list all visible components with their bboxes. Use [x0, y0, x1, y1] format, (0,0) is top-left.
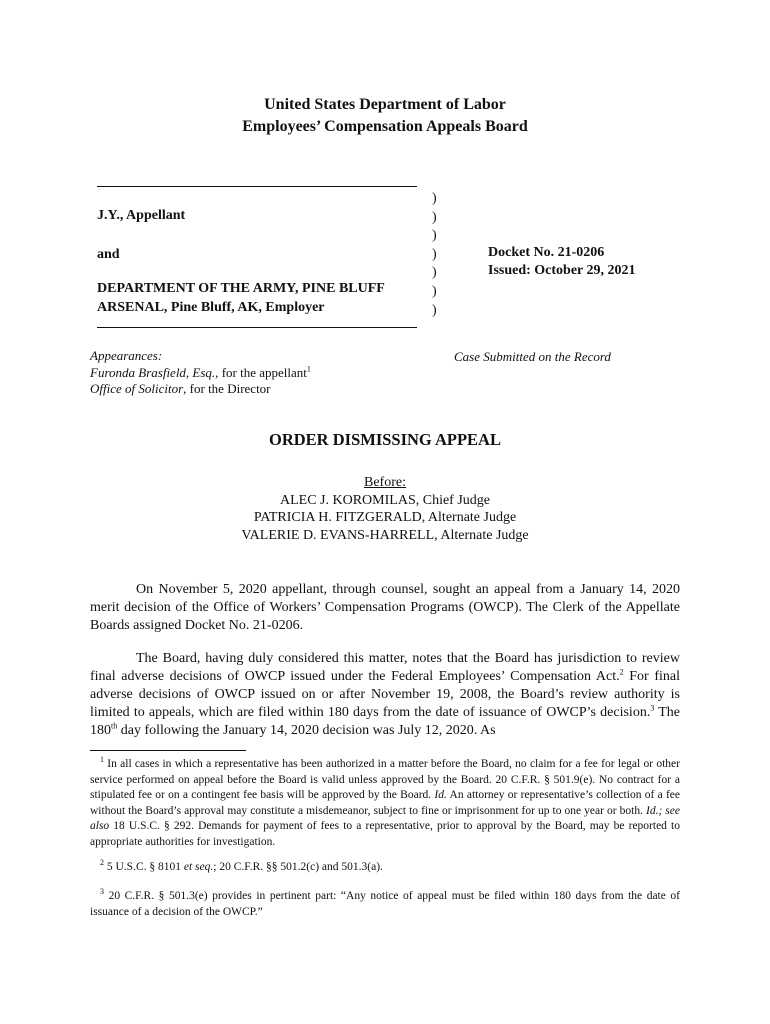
paren-mark: ) — [432, 283, 437, 299]
footnote-number: 2 — [100, 858, 104, 868]
paren-mark: ) — [432, 191, 437, 206]
para2-text-b: For final adverse decisions of OWCP issued on or after November 19, 2008, the Board’s review authority is limited to appeals, which are filed within 180 days from the date of issuance of OWCP’s decision. — [90, 669, 681, 720]
footnote-text: 20 C.F.R. § 501.3(e) provides in pertinent part: “Any notice of appeal must be filed within 180 days from the date of issuance of a decision of the OWCP.” — [90, 890, 680, 918]
caption-parentheses — [432, 190, 437, 320]
body-paragraph-1: On November 5, 2020 appellant, through counsel, sought an appeal from a January 14, 2020 merit decision of the Office of Workers’ Compensation Programs (OWCP). The Clerk of the Appellate Boards assigned Docket No. 21-0206. — [90, 582, 680, 633]
body-paragraph-2 — [90, 650, 680, 740]
judge-name: VALERIE D. EVANS-HARRELL, Alternate Judge — [241, 527, 529, 543]
issued-date: Issued: October 29, 2021 — [488, 263, 636, 278]
caption-rule-bottom — [97, 327, 417, 328]
before-block — [0, 474, 770, 544]
footnote-separator — [90, 750, 246, 751]
footnote-text: 5 U.S.C. § 8101 — [104, 861, 184, 873]
paren-mark: ) — [432, 246, 437, 262]
caption-rule-top — [97, 186, 417, 187]
caption-and: and — [97, 247, 120, 262]
employer-line-2: ARSENAL, Pine Bluff, AK, Employer — [97, 300, 325, 315]
paren-mark: ) — [432, 228, 437, 244]
footnote-1 — [90, 757, 680, 850]
judge-name: ALEC J. KOROMILAS, Chief Judge — [280, 492, 490, 508]
footnote-ref-3: 3 — [650, 703, 655, 713]
case-submitted: Case Submitted on the Record — [454, 349, 611, 364]
employer-line-1: DEPARTMENT OF THE ARMY, PINE BLUFF — [97, 281, 385, 296]
footnote-text: 18 U.S.C. § 292. Demands for payment of fees to a representative, prior to approval by the Board, may be reported to appropriate authorities for investigation. — [90, 820, 680, 848]
footnote-3 — [90, 889, 680, 920]
footnote-text: ; 20 C.F.R. §§ 501.2(c) and 501.3(a). — [213, 861, 383, 873]
para2-text-a: The Board, having duly considered this matter, notes that the Board has jurisdiction to review final adverse decisions of OWCP issued under the Federal Employees’ Compensation Act. — [90, 651, 680, 684]
footnote-text: An attorney or representative’s collection of a fee without the Board’s approval may constitute a misdemeanor, subject to fine or imprisonment for up to one year or both. — [90, 789, 680, 817]
employer-name — [97, 279, 385, 317]
docket-number: Docket No. 21-0206 — [488, 245, 605, 260]
paren-mark: ) — [432, 209, 437, 225]
footnote-ref-2: 2 — [619, 667, 624, 677]
footnote-number: 3 — [100, 887, 104, 897]
para2-text-c2: day following the January 14, 2020 decision was July 12, 2020. As — [117, 723, 496, 738]
order-title: ORDER DISMISSING APPEAL — [269, 430, 501, 449]
paren-mark: ) — [432, 265, 437, 281]
solicitor-name: Office of Solicitor — [90, 381, 184, 396]
appearances-label: Appearances: — [90, 348, 163, 363]
appearances-block — [90, 348, 311, 398]
before-label: Before: — [364, 475, 406, 490]
footnote-number: 1 — [100, 755, 104, 765]
counsel-role: for the appellant — [218, 364, 307, 380]
agency-title: United States Department of Labor — [264, 96, 506, 113]
footnote-citation: Id. — [434, 789, 447, 801]
paren-mark: ) — [432, 302, 437, 318]
judge-name: PATRICIA H. FITZGERALD, Alternate Judge — [253, 510, 517, 525]
solicitor-role: , for the Director — [183, 381, 271, 396]
footnote-text: In all cases in which a representative has been authorized in a matter before the Board, no claim for a fee for legal or other service performed on appeal before the Board is valid unless approved by the Board. 20 C.F.R. § 501.9(e). No contract for a stipulated fee or on a contingent fee basis will be approved by the Board. — [90, 758, 680, 801]
footnote-ref-1: 1 — [306, 364, 311, 374]
counsel-name: Furonda Brasfield, Esq., — [90, 364, 219, 380]
board-title: Employees’ Compensation Appeals Board — [242, 118, 528, 135]
footnote-2 — [90, 860, 680, 876]
appellant-name: J.Y., Appellant — [97, 208, 186, 223]
ordinal-suffix: th — [111, 721, 118, 731]
para2-text-c1: The 180 — [90, 705, 681, 738]
footnote-citation: et seq. — [183, 861, 214, 873]
footnote-citation: Id.; see also — [90, 804, 680, 832]
docket-info — [488, 244, 636, 280]
